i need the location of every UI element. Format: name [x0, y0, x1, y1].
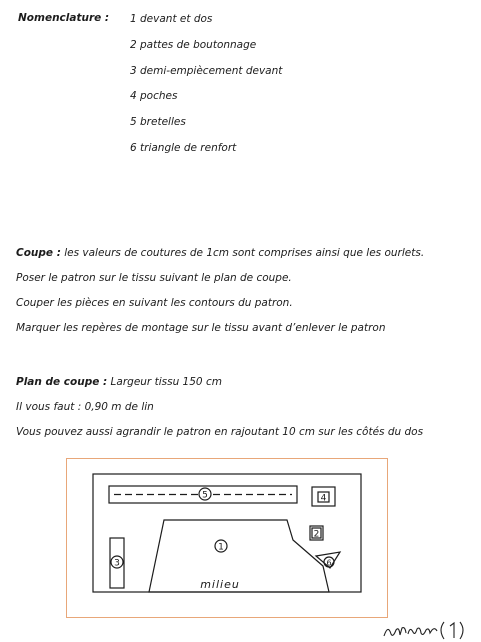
coupe-paragraph-line — [16, 247, 424, 259]
nomenclature-item: 3 demi-empiècement devant — [130, 64, 283, 77]
enlarge-note: Vous pouvez aussi agrandir le patron en rajoutant 10 cm sur les côtés du dos — [16, 426, 424, 438]
signature — [380, 618, 475, 642]
cutting-plan-diagram — [66, 458, 388, 618]
piece-number-5: 5 — [202, 490, 208, 501]
piece-number-6: 6 — [326, 558, 332, 568]
coupe-label: Coupe : — [16, 247, 61, 259]
plan-label: Plan de coupe : — [16, 376, 108, 388]
piece-number-3: 3 — [114, 558, 120, 569]
nomenclature-item: 4 poches — [130, 90, 178, 103]
piece-number-2: 2 — [313, 529, 320, 540]
coupe-text: les valeurs de coutures de 1cm sont comprises ainsi que les ourlets. — [60, 247, 425, 259]
fabric-quantity: Il vous faut : 0,90 m de lin — [16, 401, 154, 413]
nomenclature-list — [130, 12, 282, 167]
fabric-width: Largeur tissu 150 cm — [107, 376, 222, 388]
plan-heading-line — [16, 376, 222, 388]
coupe-instruction: Marquer les repères de montage sur le tissu avant d’enlever le patron — [16, 322, 386, 334]
nomenclature-label: Nomenclature : — [18, 12, 110, 24]
fold-label: milieu — [200, 578, 240, 591]
nomenclature-item: 2 pattes de boutonnage — [130, 38, 257, 51]
piece-number-1: 1 — [218, 542, 224, 553]
piece-number-4: 4 — [320, 493, 327, 504]
nomenclature-item: 5 bretelles — [130, 116, 186, 129]
nomenclature-item: 6 triangle de renfort — [130, 141, 237, 154]
coupe-instruction: Couper les pièces en suivant les contours du patron. — [16, 297, 293, 309]
nomenclature-item: 1 devant et dos — [130, 13, 213, 25]
coupe-instruction: Poser le patron sur le tissu suivant le plan de coupe. — [16, 272, 292, 284]
